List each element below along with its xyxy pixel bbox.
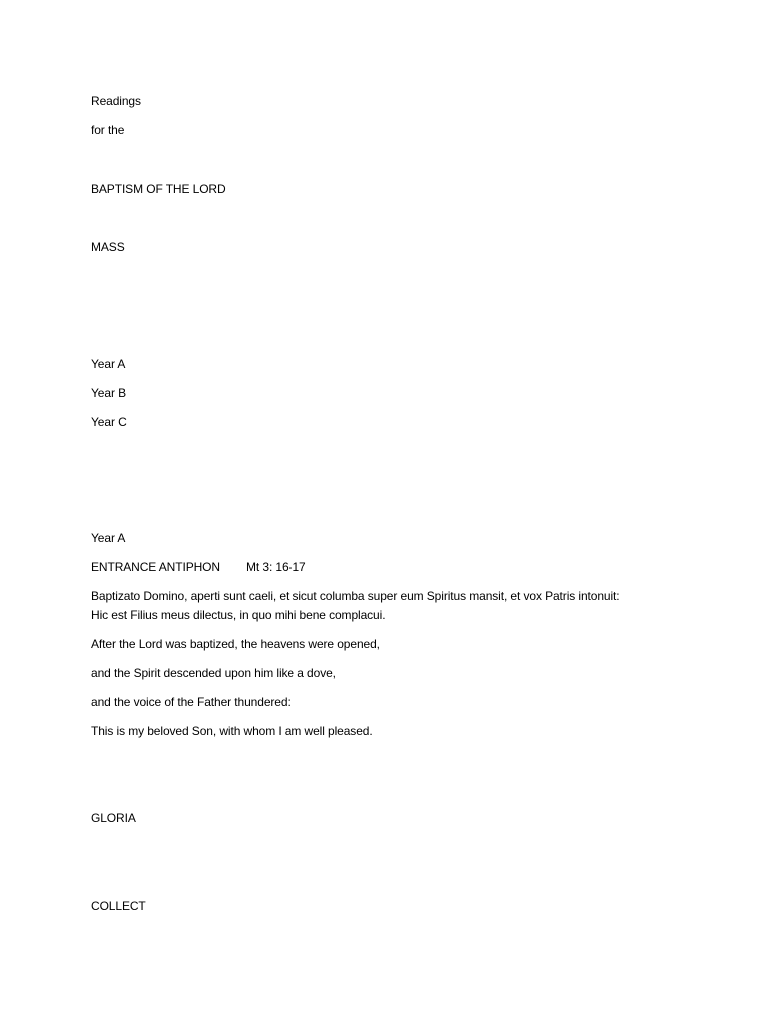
feast-title: BAPTISM OF THE LORD (91, 182, 226, 196)
section-year-heading: Year A (91, 531, 126, 545)
latin-antiphon-line-1: Baptizato Domino, aperti sunt caeli, et sicut columba super eum Spiritus mansit, et vox Patris intonuit: (91, 589, 620, 603)
entrance-antiphon-reference: Mt 3: 16-17 (246, 560, 306, 574)
title-for-the: for the (91, 123, 125, 137)
gloria-heading: GLORIA (91, 811, 136, 825)
english-antiphon-line-1: After the Lord was baptized, the heavens were opened, (91, 637, 380, 651)
latin-antiphon-line-2: Hic est Filius meus dilectus, in quo mihi bene complacui. (91, 608, 386, 622)
entrance-antiphon-row (91, 559, 306, 575)
year-link-a[interactable]: Year A (91, 357, 126, 371)
mass-heading: MASS (91, 240, 125, 254)
english-antiphon-line-2: and the Spirit descended upon him like a dove, (91, 666, 336, 680)
english-antiphon-line-4: This is my beloved Son, with whom I am well pleased. (91, 724, 373, 738)
title-readings: Readings (91, 94, 141, 108)
year-link-c[interactable]: Year C (91, 415, 127, 429)
collect-heading: COLLECT (91, 899, 146, 913)
entrance-antiphon-label: ENTRANCE ANTIPHON (91, 560, 220, 574)
english-antiphon-line-3: and the voice of the Father thundered: (91, 695, 291, 709)
year-link-b[interactable]: Year B (91, 386, 126, 400)
